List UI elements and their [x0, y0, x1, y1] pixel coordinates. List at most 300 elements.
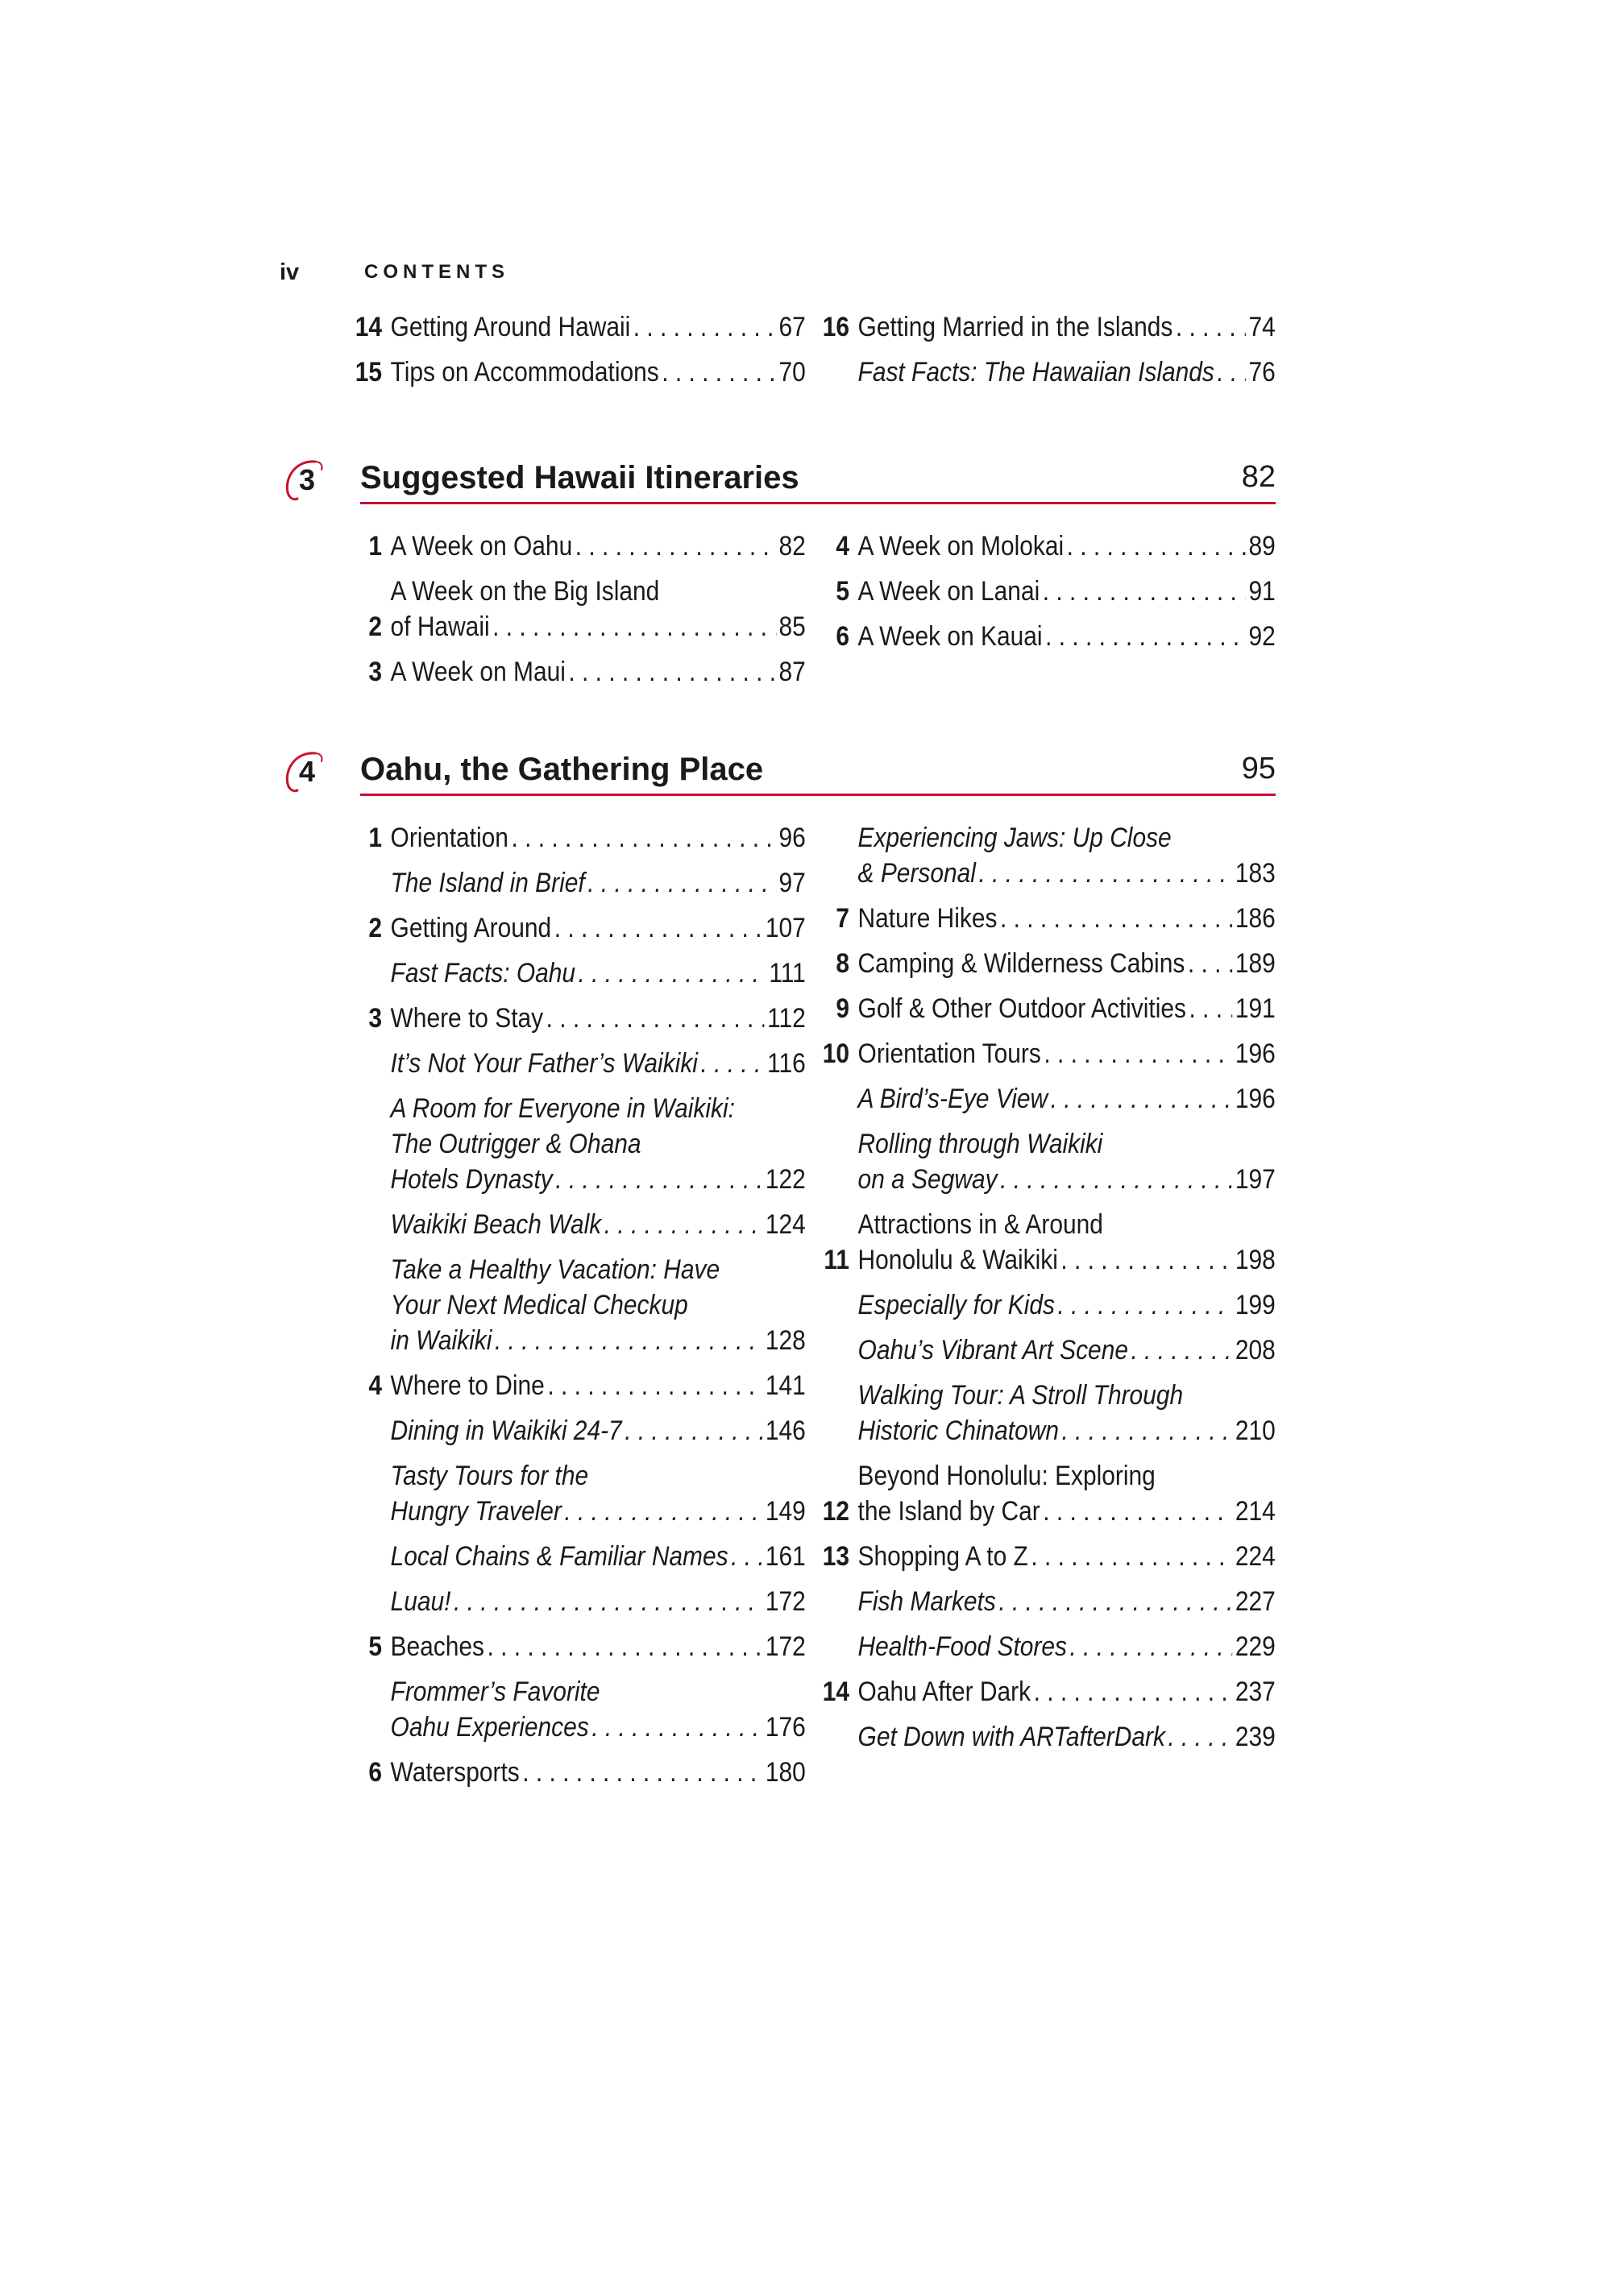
entry-body: [391, 865, 806, 901]
dot-leader: [546, 1001, 765, 1036]
entry-page: 172: [765, 1631, 806, 1662]
entry-page: 91: [1248, 576, 1276, 607]
dot-leader: [1044, 1036, 1232, 1071]
entry-title-line: Take a Healthy Vacation: Have: [390, 1254, 720, 1285]
entry-title-line: Tasty Tours for the: [390, 1461, 589, 1491]
toc-entry[interactable]: [347, 1001, 806, 1036]
entry-page: 74: [1248, 312, 1276, 342]
entry-title-line: Your Next Medical Checkup: [390, 1290, 688, 1320]
entry-leader-row: [858, 1539, 1276, 1574]
entry-page: 161: [765, 1541, 806, 1572]
entry-title-line: on a Segway: [857, 1164, 998, 1195]
entry-body: [391, 1755, 806, 1790]
entry-leader-row: [858, 1287, 1276, 1323]
dot-leader: [522, 1755, 762, 1790]
entry-page: 186: [1235, 903, 1276, 934]
entry-body: [391, 1539, 806, 1574]
entry-title-line: Health-Food Stores: [857, 1631, 1067, 1662]
toc-entry[interactable]: [814, 1378, 1276, 1448]
dot-leader: [662, 354, 776, 390]
toc-column-ch3-left: [347, 528, 806, 699]
toc-entry[interactable]: [814, 991, 1276, 1026]
dot-leader: [700, 1046, 764, 1081]
entry-page: 196: [1235, 1038, 1276, 1069]
entry-number: 5: [368, 1631, 382, 1662]
dot-leader: [579, 955, 766, 991]
toc-entry[interactable]: [347, 1368, 806, 1403]
entry-leader-row: [391, 865, 806, 901]
chapter-page: 82: [1241, 460, 1276, 494]
toc-entry[interactable]: [347, 1252, 806, 1358]
dot-leader: [587, 865, 776, 901]
entry-number: 4: [836, 531, 849, 562]
entry-title-line: A Week on the Big Island: [390, 576, 660, 607]
entry-page: 122: [765, 1164, 806, 1195]
entry-leader-row: [391, 1046, 806, 1081]
entry-title-line: in Waikiki: [390, 1325, 492, 1356]
entry-leader-row: [858, 1413, 1276, 1448]
chapter-title: Oahu, the Gathering Place: [360, 752, 764, 787]
entry-body: [391, 528, 806, 564]
chapter-number-badge: [280, 748, 331, 797]
entry-body: [391, 1091, 806, 1197]
entry-page: 89: [1248, 531, 1276, 562]
entry-number: 12: [822, 1496, 849, 1527]
entry-leader-row: [858, 1081, 1276, 1117]
entry-leader-row: [391, 910, 806, 946]
entry-leader-row: [391, 1368, 806, 1403]
entry-leader-row: [858, 901, 1276, 936]
dot-leader: [1189, 991, 1232, 1026]
dot-leader: [1062, 1413, 1233, 1448]
dot-leader: [488, 1629, 763, 1664]
entry-number: 6: [368, 1757, 382, 1788]
toc-entry[interactable]: [814, 574, 1276, 609]
toc-entry[interactable]: [347, 1755, 806, 1790]
entry-leader-row: [858, 1332, 1276, 1368]
entry-number: 16: [822, 312, 849, 342]
dot-leader: [1188, 946, 1233, 981]
entry-body: [391, 1674, 806, 1745]
entry-body: [858, 1287, 1276, 1323]
entry-number: 14: [355, 312, 382, 342]
entry-leader-row: [391, 609, 806, 644]
entry-number: 2: [368, 913, 382, 943]
toc-entry[interactable]: [814, 1674, 1276, 1710]
entry-title-line: Nature Hikes: [857, 903, 998, 934]
entry-body: [858, 901, 1276, 936]
dot-leader: [1043, 1494, 1232, 1529]
entry-title-line: Local Chains & Familiar Names: [390, 1541, 728, 1572]
toc-entry[interactable]: [347, 1458, 806, 1529]
entry-title-line: Luau!: [390, 1586, 451, 1617]
entry-number: 2: [368, 611, 382, 642]
entry-page: 124: [765, 1209, 806, 1240]
running-title: CONTENTS: [364, 261, 509, 283]
dot-leader: [1000, 1162, 1232, 1197]
toc-entry[interactable]: [814, 1458, 1276, 1529]
toc-entry[interactable]: [347, 820, 806, 856]
entry-page: 224: [1235, 1541, 1276, 1572]
entry-leader-row: [391, 1584, 806, 1619]
dot-leader: [633, 309, 776, 345]
entry-title-line: Orientation: [390, 823, 508, 853]
toc-column-ch3-right: [814, 528, 1276, 664]
entry-body: [391, 654, 806, 690]
toc-entry[interactable]: [347, 354, 806, 390]
toc-entry[interactable]: [814, 1287, 1276, 1323]
entry-leader-row: [391, 1539, 806, 1574]
entry-page: 183: [1235, 858, 1276, 889]
entry-page: 76: [1248, 357, 1276, 388]
entry-number: 1: [368, 531, 382, 562]
entry-body: [391, 1252, 806, 1358]
toc-entry[interactable]: [347, 1413, 806, 1448]
toc-column-ch4-right: [814, 820, 1276, 1764]
dot-leader: [1067, 528, 1246, 564]
entry-page: 70: [778, 357, 806, 388]
dot-leader: [1045, 619, 1246, 654]
entry-leader-row: [858, 574, 1276, 609]
dot-leader: [454, 1584, 762, 1619]
entry-number: 1: [368, 823, 382, 853]
toc-entry[interactable]: [347, 865, 806, 901]
entry-body: [858, 1539, 1276, 1574]
page-header: [280, 256, 509, 288]
dot-leader: [591, 1710, 762, 1745]
toc-entry[interactable]: [814, 901, 1276, 936]
toc-entry[interactable]: [347, 654, 806, 690]
entry-body: [858, 1207, 1276, 1278]
dot-leader: [1051, 1081, 1233, 1117]
entry-page: 199: [1235, 1290, 1276, 1320]
entry-body: [858, 528, 1276, 564]
dot-leader: [731, 1539, 762, 1574]
entry-leader-row: [858, 1584, 1276, 1619]
entry-page: 97: [778, 868, 806, 898]
entry-page: 111: [769, 958, 806, 988]
entry-page: 112: [767, 1003, 806, 1034]
entry-leader-row: [391, 1755, 806, 1790]
entry-leader-row: [391, 654, 806, 690]
entry-page: 237: [1235, 1676, 1276, 1707]
entry-leader-row: [391, 955, 806, 991]
entry-title-line: Where to Stay: [390, 1003, 544, 1034]
entry-body: [391, 574, 806, 644]
entry-number: 5: [836, 576, 849, 607]
dot-leader: [1034, 1674, 1233, 1710]
entry-title-line: Watersports: [390, 1757, 520, 1788]
entry-page: 67: [778, 312, 806, 342]
entry-title-line: Historic Chinatown: [857, 1415, 1059, 1446]
entry-body: [391, 955, 806, 991]
entry-number: 3: [368, 1003, 382, 1034]
dot-leader: [1131, 1332, 1232, 1368]
chapter-number: 4: [299, 755, 316, 788]
entry-number: 14: [822, 1676, 849, 1707]
toc-column-top-left: [347, 309, 806, 400]
entry-title-line: Attractions in & Around: [857, 1209, 1103, 1240]
dot-leader: [998, 1584, 1232, 1619]
entry-title-line: Waikiki Beach Walk: [390, 1209, 602, 1240]
toc-entry[interactable]: [814, 1126, 1276, 1197]
entry-leader-row: [391, 1207, 806, 1242]
entry-title-line: Camping & Wilderness Cabins: [857, 948, 1185, 979]
dot-leader: [1043, 574, 1246, 609]
dot-leader: [1070, 1629, 1233, 1664]
dot-leader: [1000, 901, 1232, 936]
entry-leader-row: [858, 619, 1276, 654]
chapter-heading-3[interactable]: [280, 457, 1276, 502]
entry-body: [858, 1674, 1276, 1710]
entry-page: 87: [778, 657, 806, 687]
toc-entry[interactable]: [814, 354, 1276, 390]
entry-leader-row: [858, 1162, 1276, 1197]
dot-leader: [564, 1494, 762, 1529]
entry-page: 149: [765, 1496, 806, 1527]
toc-entry[interactable]: [814, 528, 1276, 564]
entry-title-line: Fast Facts: The Hawaiian Islands: [857, 357, 1214, 388]
dot-leader: [495, 1323, 762, 1358]
entry-body: [391, 1629, 806, 1664]
entry-title-line: Shopping A to Z: [857, 1541, 1028, 1572]
entry-body: [858, 619, 1276, 654]
entry-number: 15: [355, 357, 382, 388]
entry-page: 229: [1235, 1631, 1276, 1662]
entry-leader-row: [858, 1242, 1276, 1278]
entry-leader-row: [858, 1036, 1276, 1071]
entry-leader-row: [391, 1494, 806, 1529]
dot-leader: [575, 528, 776, 564]
dot-leader: [1060, 1242, 1232, 1278]
entry-title-line: A Week on Kauai: [857, 621, 1043, 652]
entry-number: 10: [822, 1038, 849, 1069]
toc-entry[interactable]: [814, 820, 1276, 891]
toc-entry[interactable]: [814, 1036, 1276, 1071]
dot-leader: [625, 1413, 762, 1448]
entry-title-line: Where to Dine: [390, 1370, 545, 1401]
entry-body: [391, 309, 806, 345]
entry-leader-row: [391, 528, 806, 564]
entry-title-line: A Week on Oahu: [390, 531, 573, 562]
entry-leader-row: [391, 1629, 806, 1664]
entry-body: [858, 946, 1276, 981]
entry-title-line: A Bird’s-Eye View: [857, 1084, 1048, 1114]
entry-title-line: Frommer’s Favorite: [390, 1676, 600, 1707]
entry-title-line: Honolulu & Waikiki: [857, 1245, 1058, 1275]
toc-entry[interactable]: [814, 1584, 1276, 1619]
entry-number: 9: [836, 993, 849, 1024]
entry-page: 191: [1235, 993, 1276, 1024]
dot-leader: [555, 1162, 762, 1197]
toc-entry[interactable]: [814, 1081, 1276, 1117]
entry-page: 96: [778, 823, 806, 853]
entry-page: 239: [1235, 1722, 1276, 1752]
entry-leader-row: [858, 991, 1276, 1026]
entry-body: [391, 1584, 806, 1619]
toc-entry[interactable]: [347, 955, 806, 991]
toc-entry[interactable]: [347, 1629, 806, 1664]
entry-title-line: Dining in Waikiki 24-7: [390, 1415, 622, 1446]
toc-entry[interactable]: [347, 1046, 806, 1081]
entry-body: [858, 574, 1276, 609]
entry-page: 92: [1248, 621, 1276, 652]
toc-entry[interactable]: [347, 528, 806, 564]
entry-title-line: Hungry Traveler: [390, 1496, 562, 1527]
entry-body: [858, 1036, 1276, 1071]
toc-entry[interactable]: [814, 1719, 1276, 1755]
dot-leader: [547, 1368, 762, 1403]
entry-title-line: A Week on Lanai: [857, 576, 1040, 607]
entry-body: [391, 910, 806, 946]
entry-body: [391, 820, 806, 856]
entry-number: 13: [822, 1541, 849, 1572]
entry-leader-row: [391, 820, 806, 856]
page-number: iv: [280, 259, 300, 285]
entry-title-line: A Room for Everyone in Waikiki:: [390, 1093, 735, 1124]
entry-leader-row: [391, 354, 806, 390]
entry-body: [391, 354, 806, 390]
entry-leader-row: [858, 1674, 1276, 1710]
entry-title-line: the Island by Car: [857, 1496, 1040, 1527]
entry-leader-row: [391, 1710, 806, 1745]
toc-entry[interactable]: [347, 1674, 806, 1745]
entry-page: 198: [1235, 1245, 1276, 1275]
dot-leader: [1058, 1287, 1233, 1323]
toc-entry[interactable]: [814, 309, 1276, 345]
entry-title-line: Experiencing Jaws: Up Close: [857, 823, 1172, 853]
toc-entry[interactable]: [814, 946, 1276, 981]
entry-body: [858, 1719, 1276, 1755]
entry-body: [858, 1584, 1276, 1619]
entry-page: 172: [765, 1586, 806, 1617]
dot-leader: [568, 654, 776, 690]
entry-leader-row: [858, 1629, 1276, 1664]
entry-leader-row: [858, 354, 1276, 390]
entry-page: 227: [1235, 1586, 1276, 1617]
toc-entry[interactable]: [814, 1629, 1276, 1664]
entry-title-line: Get Down with ARTafterDark: [857, 1722, 1165, 1752]
entry-title-line: Hotels Dynasty: [390, 1164, 553, 1195]
dot-leader: [1217, 354, 1246, 390]
entry-page: 214: [1235, 1496, 1276, 1527]
entry-leader-row: [391, 1162, 806, 1197]
entry-body: [858, 820, 1276, 891]
entry-title-line: The Outrigger & Ohana: [390, 1129, 641, 1159]
entry-title-line: Beaches: [390, 1631, 485, 1662]
entry-title-line: & Personal: [857, 858, 976, 889]
entry-page: 116: [767, 1048, 806, 1079]
toc-entry[interactable]: [347, 309, 806, 345]
toc-entry[interactable]: [347, 574, 806, 644]
entry-body: [858, 1458, 1276, 1529]
entry-title-line: Oahu Experiences: [390, 1712, 589, 1743]
entry-leader-row: [391, 309, 806, 345]
entry-title-line: Especially for Kids: [857, 1290, 1056, 1320]
dot-leader: [492, 609, 776, 644]
entry-leader-row: [391, 1413, 806, 1448]
chapter-title: Suggested Hawaii Itineraries: [360, 460, 799, 495]
entry-page: 128: [765, 1325, 806, 1356]
entry-body: [858, 1378, 1276, 1448]
entry-number: 11: [824, 1245, 849, 1275]
entry-leader-row: [391, 1001, 806, 1036]
entry-page: 107: [765, 913, 806, 943]
toc-entry[interactable]: [347, 1584, 806, 1619]
dot-leader: [1031, 1539, 1232, 1574]
toc-entry[interactable]: [814, 1539, 1276, 1574]
entry-page: 141: [765, 1370, 806, 1401]
toc-column-ch4-left: [347, 820, 806, 1800]
toc-entry[interactable]: [347, 1091, 806, 1197]
entry-body: [858, 309, 1276, 345]
entry-body: [391, 1368, 806, 1403]
entry-leader-row: [391, 1323, 806, 1358]
toc-entry[interactable]: [814, 1207, 1276, 1278]
toc-entry[interactable]: [347, 1539, 806, 1574]
entry-title-line: Getting Married in the Islands: [857, 312, 1173, 342]
chapter-page: 95: [1241, 752, 1276, 785]
dot-leader: [1176, 309, 1246, 345]
toc-entry[interactable]: [347, 910, 806, 946]
entry-title-line: Oahu’s Vibrant Art Scene: [857, 1335, 1128, 1366]
entry-title-line: A Week on Molokai: [857, 531, 1065, 562]
dot-leader: [554, 910, 763, 946]
entry-title-line: Oahu After Dark: [857, 1676, 1031, 1707]
entry-page: 208: [1235, 1335, 1276, 1366]
entry-body: [858, 1081, 1276, 1117]
entry-title-line: Fast Facts: Oahu: [390, 958, 576, 988]
entry-page: 146: [765, 1415, 806, 1446]
entry-page: 180: [765, 1757, 806, 1788]
entry-title-line: The Island in Brief: [390, 868, 585, 898]
entry-body: [391, 1001, 806, 1036]
entry-page: 82: [778, 531, 806, 562]
entry-body: [858, 1332, 1276, 1368]
entry-body: [391, 1207, 806, 1242]
toc-entry[interactable]: [814, 619, 1276, 654]
entry-title-line: Getting Around: [390, 913, 552, 943]
chapter-rule: [360, 794, 1276, 796]
entry-body: [858, 354, 1276, 390]
entry-leader-row: [858, 856, 1276, 891]
entry-leader-row: [858, 1719, 1276, 1755]
entry-leader-row: [858, 1494, 1276, 1529]
entry-body: [391, 1046, 806, 1081]
entry-title-line: It’s Not Your Father’s Waikiki: [390, 1048, 698, 1079]
entry-page: 196: [1235, 1084, 1276, 1114]
entry-title-line: Rolling through Waikiki: [857, 1129, 1103, 1159]
dot-leader: [604, 1207, 763, 1242]
toc-entry[interactable]: [347, 1207, 806, 1242]
entry-number: 4: [368, 1370, 382, 1401]
entry-number: 8: [836, 948, 849, 979]
chapter-heading-4[interactable]: [280, 748, 1276, 794]
dot-leader: [511, 820, 776, 856]
chapter-number-badge: [280, 457, 331, 505]
entry-page: 210: [1235, 1415, 1276, 1446]
entry-page: 176: [765, 1712, 806, 1743]
entry-number: 6: [836, 621, 849, 652]
dot-leader: [1168, 1719, 1232, 1755]
toc-entry[interactable]: [814, 1332, 1276, 1368]
chapter-number: 3: [299, 463, 316, 496]
entry-title-line: Golf & Other Outdoor Activities: [857, 993, 1186, 1024]
entry-title-line: Beyond Honolulu: Exploring: [857, 1461, 1156, 1491]
entry-title-line: Walking Tour: A Stroll Through: [857, 1380, 1184, 1411]
entry-number: 7: [836, 903, 849, 934]
entry-title-line: A Week on Maui: [390, 657, 566, 687]
